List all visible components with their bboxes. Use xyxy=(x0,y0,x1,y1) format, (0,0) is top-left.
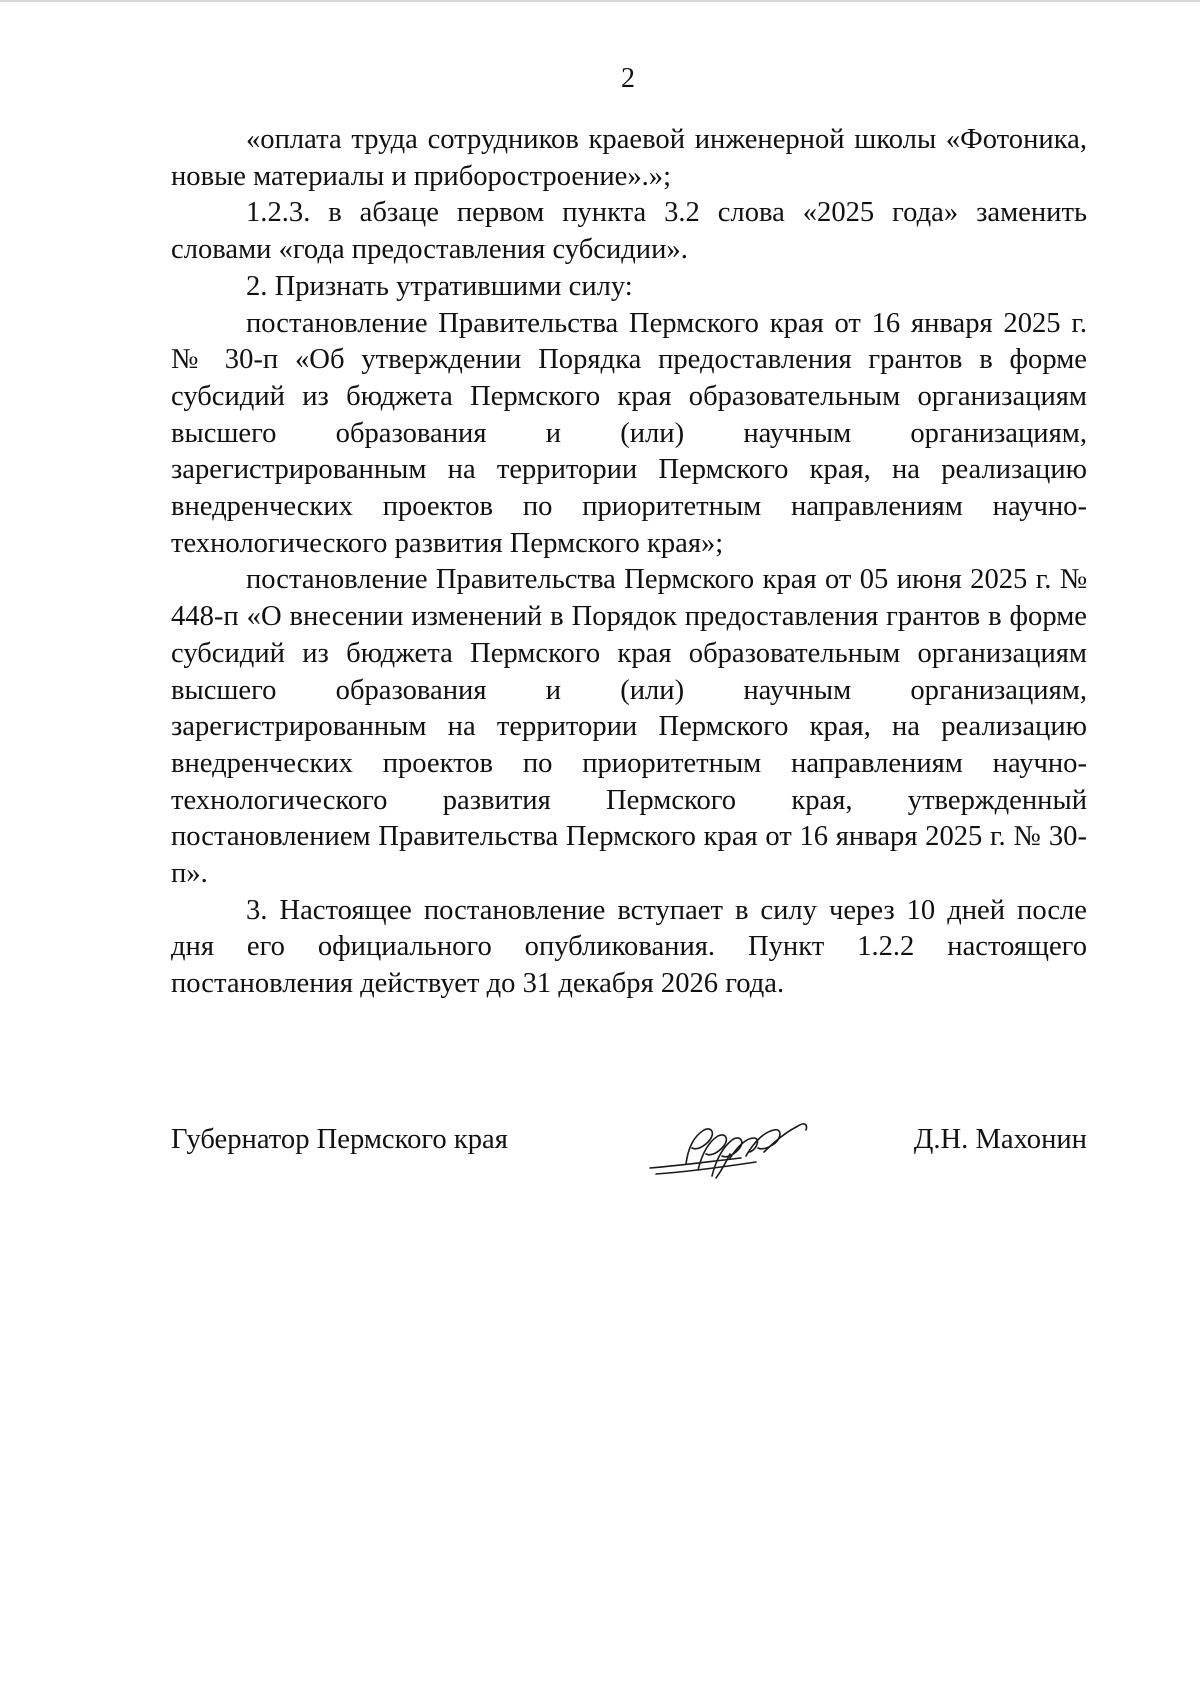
scan-top-edge xyxy=(0,0,1200,2)
paragraph-item-3: 3. Настоящее постановление вступает в силу через 10 дней после дня его официального опубликования. Пункт 1.2.2 настоящего постановления действует до 31 декабря 2026 года. xyxy=(171,894,1087,1000)
paragraph-repealed-act-30p: постановление Правительства Пермского края от 16 января 2025 г. № 30-п «Об утверждении Порядка предоставления грантов в форме субсидий из бюджета Пермского края образовательным организациям высшего образования и (или) научным организациям, зарегистрированным на территории Пермского края, на реализацию внедренческих проектов по приоритетным направлениям научно-технологического развития Пермского края»; xyxy=(171,307,1087,559)
paragraph-repealed-act-448p: постановление Правительства Пермского края от 05 июня 2025 г. № 448-п «О внесении изменений в Порядок предоставления грантов в форме субсидий из бюджета Пермского края образовательным организациям высшего образования и (или) научным организациям, зарегистрированным на территории Пермского края, на реализацию внедренческих проектов по приоритетным направлениям научно-технологического развития Пермского края, утвержденный постановлением Правительства Пермского края от 16 января 2025 г. № 30-п». xyxy=(171,564,1087,890)
signature-block xyxy=(171,1118,1087,1178)
signatory-title: Губернатор Пермского края xyxy=(171,1124,508,1155)
signatory-name: Д.Н. Махонин xyxy=(913,1124,1087,1155)
document-body xyxy=(171,122,1087,1003)
paragraph-item-1-2-3: 1.2.3. в абзаце первом пункта 3.2 слова «2025 года» заменить словами «года предоставления субсидии». xyxy=(171,197,1087,266)
handwritten-signature xyxy=(646,1108,816,1188)
paragraph-continuation: «оплата труда сотрудников краевой инженерной школы «Фотоника, новые материалы и приборостроение».»; xyxy=(171,124,1087,192)
paragraph-item-2: 2. Признать утратившими силу: xyxy=(246,270,633,302)
page-number: 2 xyxy=(621,63,635,94)
